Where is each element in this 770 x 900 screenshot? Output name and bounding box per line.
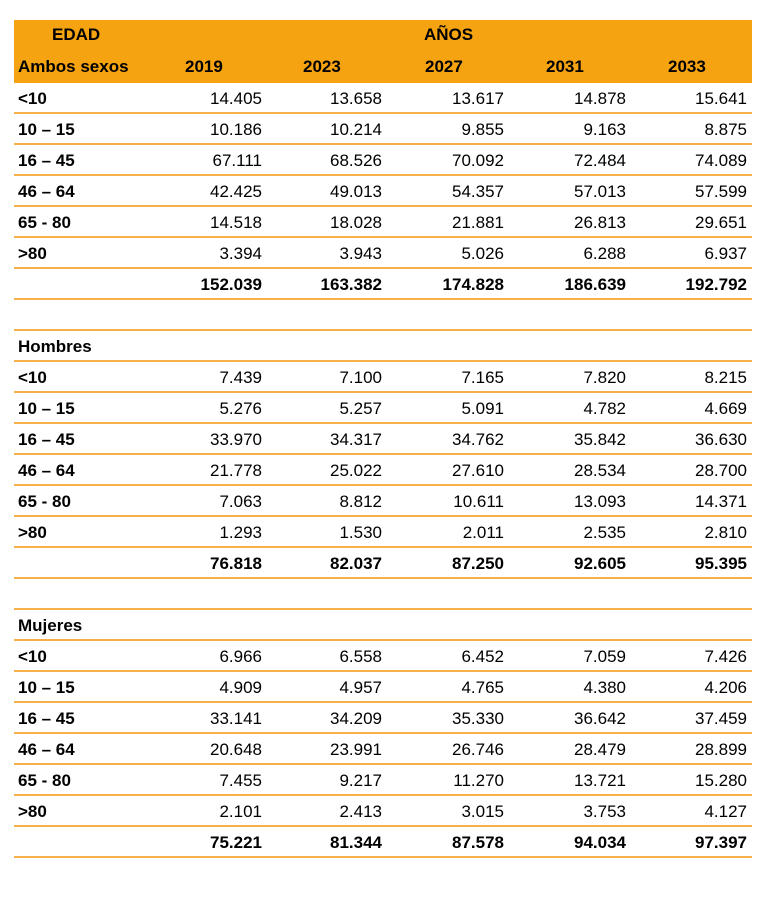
value-cell: 26.746 <box>452 740 504 759</box>
value-cell: 34.762 <box>452 430 504 449</box>
value-cell: 2.011 <box>462 523 504 542</box>
age-label: 65 - 80 <box>18 213 71 232</box>
table-row <box>14 362 752 393</box>
value-cell: 33.970 <box>210 430 262 449</box>
total-cell: 152.039 <box>200 275 262 294</box>
table-row <box>14 176 752 207</box>
age-label: 46 – 64 <box>18 740 75 759</box>
value-cell: 9.217 <box>339 771 382 790</box>
total-cell: 82.037 <box>330 554 382 573</box>
table-row <box>14 393 752 424</box>
value-cell: 8.215 <box>704 368 747 387</box>
total-cell: 81.344 <box>330 833 382 852</box>
value-cell: 29.651 <box>695 213 747 232</box>
spacer-row <box>14 300 752 331</box>
value-cell: 7.820 <box>583 368 626 387</box>
value-cell: 2.101 <box>219 802 262 821</box>
value-cell: 8.812 <box>339 492 382 511</box>
value-cell: 3.943 <box>339 244 382 263</box>
year-2023-heading: 2023 <box>303 57 341 76</box>
total-cell: 95.395 <box>695 554 747 573</box>
value-cell: 6.966 <box>219 647 262 666</box>
value-cell: 5.257 <box>339 399 382 418</box>
value-cell: 11.270 <box>453 771 504 790</box>
anos-heading: AÑOS <box>424 25 474 44</box>
value-cell: 57.013 <box>574 182 626 201</box>
total-cell: 94.034 <box>574 833 626 852</box>
value-cell: 5.026 <box>461 244 504 263</box>
table-row <box>14 238 752 269</box>
table-row <box>14 517 752 548</box>
age-label: 65 - 80 <box>18 771 71 790</box>
value-cell: 7.426 <box>704 647 747 666</box>
value-cell: 18.028 <box>330 213 382 232</box>
value-cell: 42.425 <box>210 182 262 201</box>
value-cell: 49.013 <box>330 182 382 201</box>
value-cell: 70.092 <box>452 151 504 170</box>
value-cell: 2.535 <box>583 523 626 542</box>
edad-heading: EDAD <box>52 25 101 44</box>
total-cell: 76.818 <box>210 554 262 573</box>
value-cell: 57.599 <box>695 182 747 201</box>
value-cell: 68.526 <box>330 151 382 170</box>
population-table <box>14 20 752 858</box>
total-row <box>14 827 752 858</box>
value-cell: 10.186 <box>210 120 262 139</box>
table-row <box>14 145 752 176</box>
age-label: 10 – 15 <box>18 678 75 697</box>
value-cell: 15.641 <box>695 89 747 108</box>
value-cell: 6.452 <box>461 647 504 666</box>
value-cell: 4.909 <box>219 678 262 697</box>
age-label: 16 – 45 <box>18 430 75 449</box>
total-cell: 87.250 <box>452 554 504 573</box>
year-2019-heading: 2019 <box>185 57 223 76</box>
value-cell: 4.765 <box>461 678 504 697</box>
value-cell: 1.530 <box>339 523 382 542</box>
table-row <box>14 641 752 672</box>
value-cell: 4.206 <box>704 678 747 697</box>
age-label: >80 <box>18 802 47 821</box>
total-cell: 97.397 <box>695 833 747 852</box>
value-cell: 9.163 <box>583 120 626 139</box>
total-cell: 75.221 <box>210 833 262 852</box>
table-row <box>14 83 752 114</box>
table-row <box>14 796 752 827</box>
total-cell: 192.792 <box>685 275 747 294</box>
value-cell: 6.937 <box>704 244 747 263</box>
value-cell: 4.782 <box>583 399 626 418</box>
table-row <box>14 424 752 455</box>
value-cell: 8.875 <box>704 120 747 139</box>
section-title: Mujeres <box>18 616 83 635</box>
value-cell: 28.899 <box>695 740 747 759</box>
value-cell: 72.484 <box>574 151 626 170</box>
value-cell: 21.881 <box>452 213 504 232</box>
total-cell: 87.578 <box>452 833 504 852</box>
value-cell: 74.089 <box>695 151 747 170</box>
value-cell: 4.380 <box>583 678 626 697</box>
value-cell: 35.842 <box>574 430 626 449</box>
table-row <box>14 703 752 734</box>
value-cell: 6.288 <box>583 244 626 263</box>
age-label: >80 <box>18 244 47 263</box>
value-cell: 54.357 <box>452 182 504 201</box>
value-cell: 36.642 <box>574 709 626 728</box>
year-2027-heading: 2027 <box>425 57 463 76</box>
value-cell: 21.778 <box>210 461 262 480</box>
value-cell: 14.405 <box>210 89 262 108</box>
value-cell: 7.455 <box>219 771 262 790</box>
value-cell: 3.015 <box>461 802 504 821</box>
value-cell: 4.127 <box>704 802 747 821</box>
value-cell: 34.209 <box>330 709 382 728</box>
value-cell: 33.141 <box>210 709 262 728</box>
value-cell: 3.394 <box>219 244 262 263</box>
value-cell: 14.371 <box>695 492 747 511</box>
table-row <box>14 734 752 765</box>
value-cell: 3.753 <box>583 802 626 821</box>
value-cell: 2.413 <box>339 802 382 821</box>
value-cell: 13.658 <box>330 89 382 108</box>
total-row <box>14 269 752 300</box>
age-label: 46 – 64 <box>18 182 75 201</box>
value-cell: 20.648 <box>210 740 262 759</box>
age-label: 65 - 80 <box>18 492 71 511</box>
value-cell: 26.813 <box>574 213 626 232</box>
value-cell: 7.165 <box>461 368 504 387</box>
spacer-row <box>14 579 752 610</box>
value-cell: 7.063 <box>219 492 262 511</box>
table-row <box>14 455 752 486</box>
section-title: Hombres <box>18 337 92 356</box>
value-cell: 5.091 <box>461 399 504 418</box>
value-cell: 14.878 <box>574 89 626 108</box>
value-cell: 36.630 <box>695 430 747 449</box>
table-row <box>14 114 752 145</box>
age-label: <10 <box>18 89 47 108</box>
total-cell: 92.605 <box>574 554 626 573</box>
value-cell: 9.855 <box>461 120 504 139</box>
value-cell: 10.611 <box>453 492 504 511</box>
value-cell: 7.439 <box>219 368 262 387</box>
age-label: 10 – 15 <box>18 399 75 418</box>
value-cell: 13.093 <box>574 492 626 511</box>
total-cell: 186.639 <box>564 275 626 294</box>
age-label: <10 <box>18 647 47 666</box>
value-cell: 4.669 <box>704 399 747 418</box>
value-cell: 23.991 <box>330 740 382 759</box>
total-row <box>14 548 752 579</box>
value-cell: 27.610 <box>452 461 504 480</box>
value-cell: 37.459 <box>695 709 747 728</box>
table-row <box>14 207 752 238</box>
value-cell: 2.810 <box>704 523 747 542</box>
table-row <box>14 765 752 796</box>
value-cell: 28.479 <box>574 740 626 759</box>
value-cell: 34.317 <box>330 430 382 449</box>
value-cell: 5.276 <box>219 399 262 418</box>
value-cell: 67.111 <box>212 151 262 170</box>
value-cell: 25.022 <box>330 461 382 480</box>
age-label: 10 – 15 <box>18 120 75 139</box>
age-label: 46 – 64 <box>18 461 75 480</box>
value-cell: 1.293 <box>219 523 262 542</box>
table-header <box>14 20 752 83</box>
total-cell: 163.382 <box>320 275 382 294</box>
age-label: <10 <box>18 368 47 387</box>
value-cell: 28.700 <box>695 461 747 480</box>
table-body <box>14 83 752 858</box>
value-cell: 7.059 <box>583 647 626 666</box>
table-row <box>14 672 752 703</box>
value-cell: 10.214 <box>330 120 382 139</box>
value-cell: 4.957 <box>339 678 382 697</box>
value-cell: 13.721 <box>574 771 626 790</box>
value-cell: 15.280 <box>695 771 747 790</box>
total-cell: 174.828 <box>442 275 504 294</box>
year-2031-heading: 2031 <box>546 57 584 76</box>
value-cell: 28.534 <box>574 461 626 480</box>
table-row <box>14 486 752 517</box>
value-cell: 7.100 <box>339 368 382 387</box>
ambos-sexos-heading: Ambos sexos <box>18 57 129 76</box>
year-2033-heading: 2033 <box>668 57 706 76</box>
age-label: 16 – 45 <box>18 709 75 728</box>
value-cell: 13.617 <box>452 89 504 108</box>
value-cell: 35.330 <box>452 709 504 728</box>
section-title-row <box>14 610 752 641</box>
value-cell: 14.518 <box>210 213 262 232</box>
value-cell: 6.558 <box>339 647 382 666</box>
age-label: 16 – 45 <box>18 151 75 170</box>
age-label: >80 <box>18 523 47 542</box>
section-title-row <box>14 331 752 362</box>
